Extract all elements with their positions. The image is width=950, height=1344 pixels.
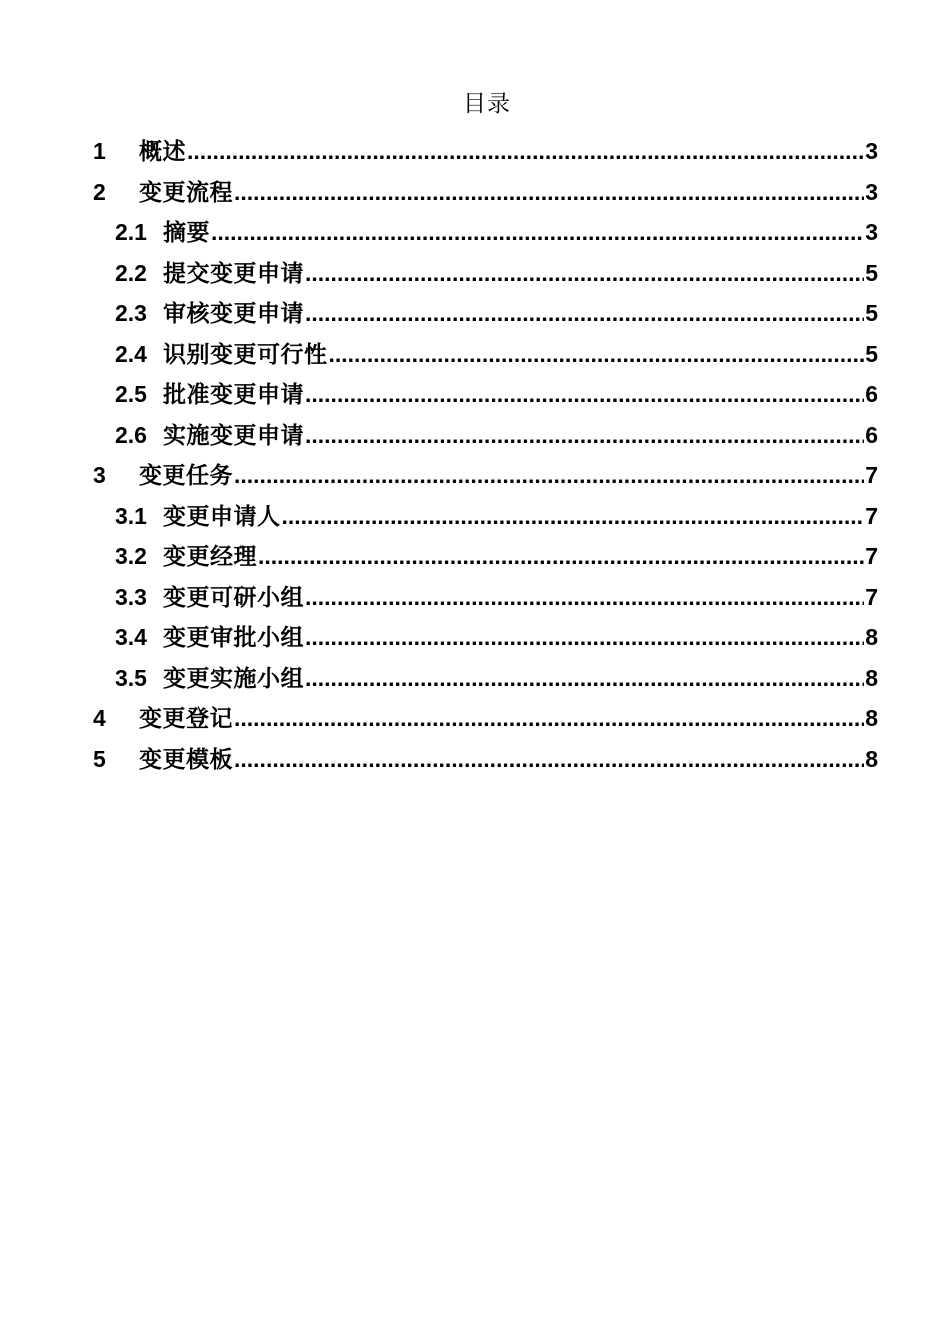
toc-entry-title: 变更任务	[139, 463, 233, 489]
toc-entry-page: 7	[865, 502, 878, 529]
toc-entry-title: 变更实施小组	[163, 665, 304, 692]
toc-entry[interactable]	[93, 334, 878, 375]
toc-entry[interactable]	[93, 212, 878, 253]
toc-entry-page: 6	[865, 421, 878, 448]
toc-entry-number: 3.3	[115, 583, 147, 610]
toc-dot-leader	[234, 698, 864, 739]
toc-dot-leader	[329, 334, 865, 375]
toc-entry-number: 3.5	[115, 664, 147, 691]
toc-entry[interactable]	[93, 496, 878, 537]
toc-entry-number: 2.6	[115, 421, 147, 448]
toc-dot-leader	[258, 536, 864, 577]
toc-entry-title: 变更经理	[163, 544, 257, 570]
toc-entry-page: 8	[865, 624, 878, 650]
toc-entry-title: 实施变更申请	[163, 422, 304, 449]
toc-entry-page: 3	[865, 219, 878, 245]
toc-entry-number: 3.2	[115, 543, 147, 569]
toc-dot-leader	[305, 253, 864, 294]
toc-entry-page: 8	[865, 664, 878, 691]
toc-entry[interactable]	[93, 739, 878, 780]
toc-dot-leader	[305, 415, 864, 456]
toc-entry-title: 识别变更可行性	[163, 341, 328, 368]
toc-entry-number: 2.2	[115, 259, 147, 286]
toc-entry-page: 7	[865, 543, 878, 569]
toc-dot-leader	[305, 577, 864, 618]
toc-entry[interactable]	[93, 374, 878, 415]
toc-entry-title: 批准变更申请	[163, 382, 304, 408]
toc-dot-leader	[187, 131, 864, 172]
toc-entry-number: 2.3	[115, 300, 147, 326]
toc-dot-leader	[234, 455, 864, 496]
toc-entry[interactable]	[93, 172, 878, 213]
toc-dot-leader	[234, 739, 864, 780]
toc-entry-number: 3.4	[115, 624, 147, 650]
toc-entry[interactable]	[93, 698, 878, 739]
toc-entry-title: 变更流程	[139, 179, 233, 206]
toc-entry-number: 5	[93, 745, 106, 772]
table-of-contents	[93, 131, 878, 779]
toc-dot-leader	[282, 496, 865, 537]
toc-entry-title: 变更可研小组	[163, 584, 304, 611]
toc-entry-page: 7	[865, 583, 878, 610]
toc-entry[interactable]	[93, 658, 878, 699]
toc-entry-number: 2	[93, 178, 106, 205]
toc-entry-page: 3	[865, 138, 878, 164]
toc-entry-number: 2.1	[115, 219, 147, 245]
toc-entry-title: 变更审批小组	[163, 625, 304, 651]
toc-entry-title: 变更登记	[139, 706, 233, 732]
toc-entry-title: 变更模板	[139, 746, 233, 773]
toc-entry-number: 1	[93, 138, 106, 164]
toc-entry-page: 5	[865, 300, 878, 326]
toc-entry-page: 7	[865, 462, 878, 488]
toc-entry[interactable]	[93, 293, 878, 334]
toc-entry[interactable]	[93, 253, 878, 294]
toc-dot-leader	[305, 374, 864, 415]
toc-entry-title: 摘要	[163, 220, 210, 246]
toc-entry[interactable]	[93, 131, 878, 172]
toc-entry[interactable]	[93, 536, 878, 577]
toc-entry-page: 8	[865, 745, 878, 772]
toc-title: 目录	[463, 91, 511, 117]
toc-entry[interactable]	[93, 415, 878, 456]
toc-dot-leader	[234, 172, 864, 213]
toc-entry-number: 2.4	[115, 340, 147, 367]
toc-entry-page: 6	[865, 381, 878, 407]
toc-entry[interactable]	[93, 617, 878, 658]
toc-entry[interactable]	[93, 455, 878, 496]
toc-dot-leader	[211, 212, 864, 253]
toc-entry-title: 审核变更申请	[163, 301, 304, 327]
toc-entry-page: 8	[865, 705, 878, 731]
toc-entry-title: 概述	[139, 139, 186, 165]
toc-entry-page: 3	[865, 178, 878, 205]
toc-entry-title: 提交变更申请	[163, 260, 304, 287]
toc-entry-title: 变更申请人	[163, 503, 281, 530]
toc-dot-leader	[305, 658, 864, 699]
toc-entry-number: 4	[93, 705, 106, 731]
toc-dot-leader	[305, 617, 864, 658]
toc-entry-page: 5	[865, 340, 878, 367]
toc-entry-number: 3.1	[115, 502, 147, 529]
toc-entry-number: 3	[93, 462, 106, 488]
toc-dot-leader	[305, 293, 864, 334]
toc-entry-page: 5	[865, 259, 878, 286]
toc-entry-number: 2.5	[115, 381, 147, 407]
toc-entry[interactable]	[93, 577, 878, 618]
